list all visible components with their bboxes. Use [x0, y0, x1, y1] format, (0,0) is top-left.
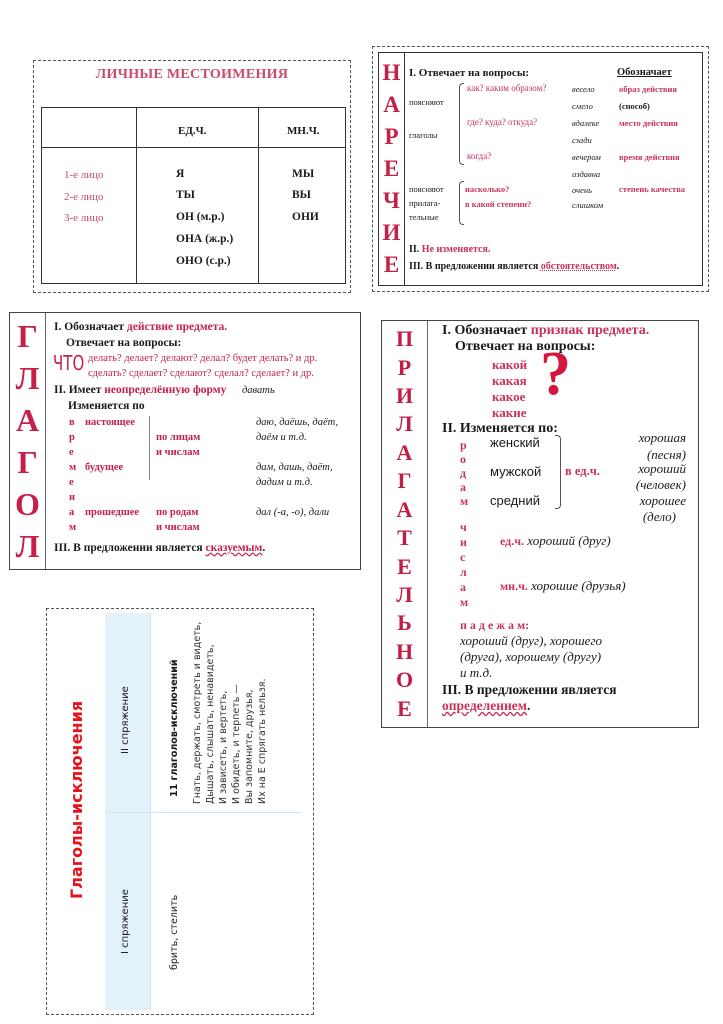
example: хорошее: [639, 493, 686, 508]
cases-example: (друга), хорошему (другу): [460, 649, 602, 664]
tense-future: будущее: [85, 462, 124, 473]
explain-label: прилага-: [409, 198, 441, 208]
brace: [555, 435, 561, 509]
vertical-letter: е: [69, 447, 74, 458]
question: где? куда? откуда?: [467, 117, 538, 127]
divider: [149, 416, 150, 480]
pronoun-pl: МЫ: [292, 168, 315, 180]
example: дам, дашь, даёт,: [256, 462, 333, 473]
poem-line: И зависеть, и вертеть,: [218, 690, 229, 804]
gender-feminine: женский: [490, 435, 540, 450]
personal-pronouns-card: [33, 60, 351, 293]
by-persons: по лицам: [156, 432, 201, 443]
questions-label: Отвечает на вопросы:: [66, 337, 182, 349]
period: .: [616, 261, 620, 272]
poem-line: Вы запомните, друзья,: [244, 689, 255, 804]
what-label: ЧТО: [53, 351, 85, 375]
vertical-title: [379, 53, 405, 285]
poem-line: Гнать, держать, смотреть и видеть,: [192, 621, 203, 804]
section-3-value: определением: [442, 698, 527, 713]
title-letter: Л: [396, 411, 413, 437]
section-1-value: действие предмета.: [126, 321, 228, 333]
vertical-letter: а: [460, 580, 466, 594]
vertical-letter: и: [460, 535, 467, 549]
denotes-header: Обозначает: [617, 67, 672, 78]
vertical-letter: ч: [460, 520, 467, 534]
title-letter: П: [395, 326, 414, 352]
exceptions-title: Глаголы-исключения: [67, 700, 86, 899]
section-2-value: неопределённую форму: [104, 384, 227, 396]
vertical-letter: р: [69, 432, 75, 443]
section-3-value: сказуемым: [205, 542, 263, 554]
by-genders: по родам: [156, 507, 199, 518]
example: вдалеке: [572, 118, 600, 128]
section-2: [54, 384, 226, 396]
title-letter: Г: [17, 317, 38, 354]
poem-line: Их на Е спрягать нельзя.: [257, 678, 268, 804]
meaning: (способ): [619, 101, 650, 111]
tense-past: прошедшее: [85, 507, 140, 518]
conjugation-1-label: I спряжение: [120, 889, 131, 954]
vertical-letter: е: [69, 477, 74, 488]
title-letter: Н: [395, 638, 414, 664]
table-divider: [42, 147, 345, 148]
pronoun-pl: ВЫ: [292, 189, 311, 201]
title-letter: Е: [397, 695, 412, 721]
cases-label: п а д е ж а м:: [460, 618, 530, 632]
gender-masculine: мужской: [490, 464, 542, 479]
question: как? каким образом?: [467, 83, 547, 93]
question: насколько?: [465, 184, 510, 194]
explain-label: поясняют: [409, 97, 444, 107]
title-letter: Л: [15, 527, 40, 564]
section-1-prefix: I. Обозначает: [442, 323, 528, 338]
vertical-letter: м: [460, 494, 469, 508]
pronoun-sg: ОНА (ж.р.): [176, 233, 234, 245]
adjective-card: [381, 320, 699, 728]
example: даю, даёшь, даёт,: [256, 417, 339, 428]
meaning: образ действия: [619, 84, 678, 94]
example: хороший (друг): [527, 533, 611, 548]
section-3-value: обстоятельством: [540, 261, 617, 272]
example: (человек): [635, 477, 686, 492]
vertical-title: [382, 321, 428, 727]
section-3-prefix: III. В предложении является: [409, 261, 539, 272]
question-mark-icon: ?: [540, 340, 571, 408]
tense-present: настоящее: [85, 417, 135, 428]
in-singular: в ед.ч.: [565, 464, 600, 478]
gender-neuter: средний: [490, 493, 540, 508]
plural-row: [500, 578, 626, 594]
pronoun-sg: ТЫ: [176, 189, 195, 201]
singular-label: ед.ч.: [500, 534, 525, 548]
pronoun-pl: ОНИ: [292, 211, 319, 223]
title-letter: Е: [397, 553, 412, 579]
header-plural: МН.Ч.: [287, 125, 320, 137]
meaning: место действия: [619, 118, 678, 128]
example: хороший: [638, 461, 686, 476]
section-1-value: признак предмета.: [530, 323, 650, 338]
vertical-letter: а: [460, 480, 466, 494]
title-letter: Ч: [383, 188, 400, 213]
vertical-letter: в: [69, 417, 75, 428]
title-letter: Н: [382, 60, 401, 85]
section-3: [54, 542, 265, 554]
question: какие: [492, 405, 527, 420]
poem-line: Дышать, слышать, ненавидеть,: [205, 644, 216, 804]
conjugation-2-heading: 11 глаголов-исключений: [169, 659, 180, 797]
cases-example: хороший (друг), хорошего: [460, 633, 603, 648]
period: .: [526, 698, 531, 713]
vertical-title: [10, 313, 46, 569]
title-letter: О: [15, 485, 40, 522]
example: хорошая: [638, 430, 686, 445]
title-letter: О: [395, 667, 414, 693]
section-1: [54, 321, 227, 333]
title-letter: И: [382, 220, 401, 245]
pronoun-sg: Я: [176, 168, 185, 180]
questions-label: Отвечает на вопросы:: [455, 339, 596, 354]
vertical-letter: с: [460, 550, 466, 564]
section-2: II. Изменяется по:: [442, 421, 558, 436]
adverb-table: [378, 52, 703, 286]
title-letter: А: [396, 439, 413, 465]
conjugation-1-verbs: брить, стелить: [169, 894, 180, 970]
example: сзади: [572, 135, 592, 145]
example: слишком: [572, 200, 604, 210]
plural-label: мн.ч.: [500, 579, 528, 593]
section-1: [442, 323, 649, 339]
vertical-letter: р: [460, 438, 467, 452]
title-letter: Е: [383, 252, 400, 277]
meaning: степень качества: [619, 184, 686, 194]
card-title: ЛИЧНЫЕ МЕСТОИМЕНИЯ: [95, 67, 289, 82]
person-1: 1-е лицо: [64, 169, 104, 181]
question: какая: [492, 373, 527, 388]
explain-label: поясняют: [409, 184, 444, 194]
period: .: [262, 542, 266, 554]
section-2-prefix: II.: [409, 244, 420, 255]
example: вечером: [572, 152, 601, 162]
pronouns-table: [41, 107, 346, 284]
section-3-prefix: III. В предложении является: [54, 542, 203, 554]
table-divider: [258, 108, 259, 283]
vertical-letter: о: [460, 452, 466, 466]
title-letter: Л: [396, 582, 413, 607]
brace: [459, 181, 464, 225]
pronoun-sg: ОНО (с.р.): [176, 255, 231, 267]
example: весело: [572, 84, 595, 94]
person-2: 2-е лицо: [64, 191, 104, 203]
section-2-value: Не изменяется.: [421, 244, 491, 255]
row-divider: [105, 812, 301, 813]
vertical-letter: а: [69, 507, 75, 518]
question: в какой степени?: [465, 199, 532, 209]
title-letter: А: [383, 92, 400, 117]
vertical-letter: м: [69, 462, 77, 473]
example: издавна: [572, 169, 601, 179]
explain-label: глаголы: [409, 130, 438, 140]
vertical-letter: м: [69, 522, 77, 533]
meaning: время действия: [619, 152, 680, 162]
example: хорошие (друзья): [531, 578, 626, 593]
cases-example: и т.д.: [460, 665, 493, 680]
title-letter: Г: [17, 443, 38, 480]
title-letter: Е: [383, 156, 400, 181]
vertical-letter: м: [460, 595, 469, 609]
infinitive-example: давать: [242, 385, 275, 396]
verb-card: [9, 312, 361, 570]
table-divider: [136, 108, 137, 283]
title-letter: Л: [15, 359, 40, 396]
example: даём и т.д.: [256, 432, 307, 443]
questions-line-2: сделать? сделает? сделают? сделал? сделает? и др.: [88, 368, 314, 379]
example: смело: [572, 101, 593, 111]
questions-line-1: делать? делает? делают? делал? будет делать? и др.: [88, 353, 318, 364]
title-letter: И: [395, 383, 414, 409]
section-1-heading: I. Отвечает на вопросы:: [409, 67, 530, 79]
section-2: [409, 244, 490, 255]
title-letter: А: [396, 496, 413, 522]
explain-label: тельные: [409, 212, 439, 222]
title-letter: Г: [397, 468, 412, 494]
section-1-prefix: I. Обозначает: [54, 321, 125, 333]
example: (дело): [642, 509, 676, 524]
vertical-letter: д: [460, 466, 467, 480]
brace: [459, 83, 464, 165]
title-letter: А: [15, 401, 40, 438]
section-3: [409, 261, 619, 272]
title-letter: Р: [397, 354, 412, 380]
question: когда?: [467, 151, 492, 161]
example: дал (-а, -о), дали: [256, 507, 330, 518]
changes-label: Изменяется по: [68, 400, 145, 412]
adverb-card: [372, 46, 709, 292]
pronoun-sg: ОН (м.р.): [176, 211, 225, 223]
vertical-letter: л: [460, 565, 467, 579]
verb-exceptions-card: [46, 608, 314, 1015]
question: какой: [492, 357, 528, 372]
title-letter: Р: [384, 124, 399, 149]
person-3: 3-е лицо: [64, 212, 104, 224]
by-genders: и числам: [156, 522, 200, 533]
section-2-prefix: II. Имеет: [54, 384, 102, 396]
example: дадим и т.д.: [256, 477, 313, 488]
title-letter: Т: [397, 525, 412, 551]
poem-line: И обидеть, и терпеть —: [231, 684, 242, 804]
section-3-prefix: III. В предложении является: [442, 682, 617, 697]
section-3: [442, 698, 530, 714]
singular-row: [500, 533, 611, 549]
example: очень: [572, 185, 592, 195]
conjugation-2-label: II спряжение: [120, 686, 131, 754]
vertical-letter: н: [69, 492, 76, 503]
title-letter: Ь: [397, 610, 412, 636]
by-persons: и числам: [156, 447, 200, 458]
header-singular: ЕД.Ч.: [178, 125, 207, 137]
question: какое: [492, 389, 526, 404]
example: (песня): [646, 447, 686, 462]
